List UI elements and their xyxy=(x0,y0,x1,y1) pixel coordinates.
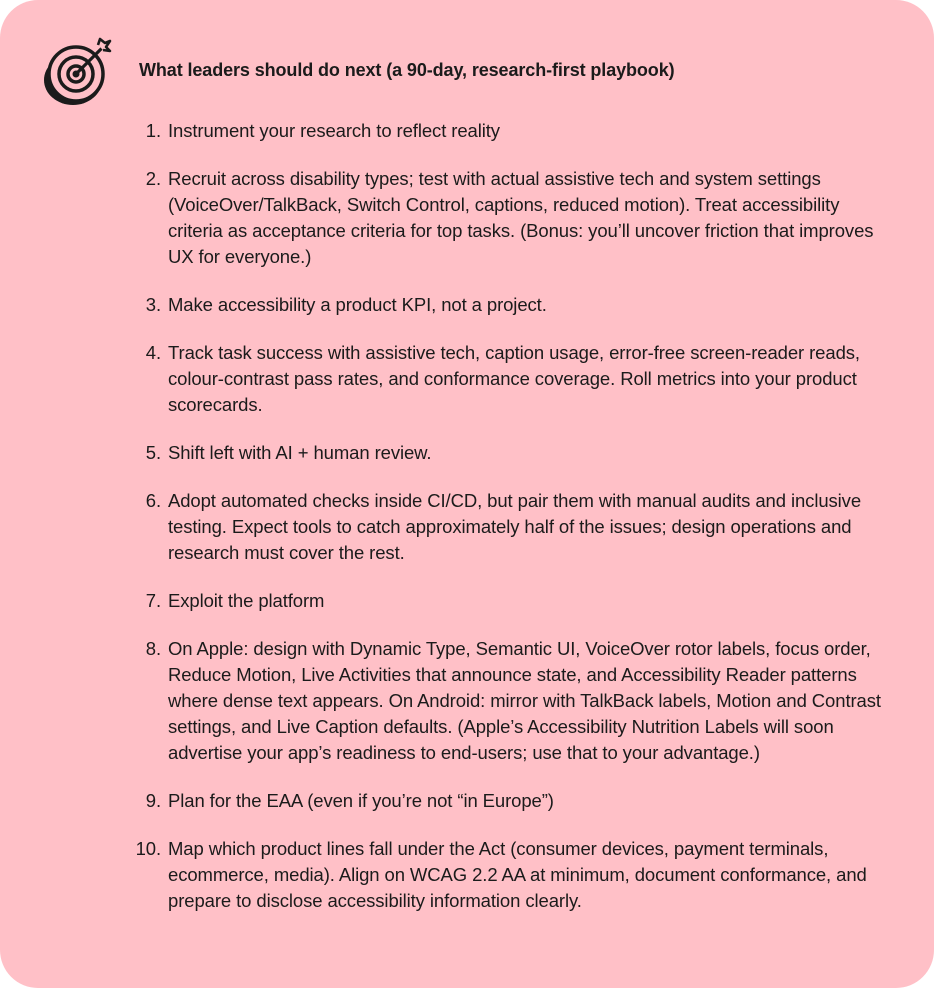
list-item xyxy=(0,440,934,466)
list-item xyxy=(0,340,934,418)
item-number: 7. xyxy=(145,590,161,611)
item-text: Shift left with AI + human review. xyxy=(168,442,432,463)
list-item xyxy=(0,292,934,318)
list-item xyxy=(0,166,934,270)
item-number: 5. xyxy=(145,442,161,463)
item-text: Track task success with assistive tech, caption usage, error-free screen-reader reads, colour-contrast pass rates, and conformance coverage. Roll metrics into your product scorecards. xyxy=(168,342,860,415)
item-text: Instrument your research to reflect reality xyxy=(168,120,500,141)
item-number: 3. xyxy=(145,294,161,315)
item-text: Plan for the EAA (even if you’re not “in Europe”) xyxy=(168,790,554,811)
item-text: Adopt automated checks inside CI/CD, but pair them with manual audits and inclusive testing. Expect tools to catch approximately half of the issues; design operations and research must cover the rest. xyxy=(168,490,862,563)
item-number: 10. xyxy=(135,838,161,859)
item-number: 2. xyxy=(145,168,161,189)
item-text: Exploit the platform xyxy=(168,590,325,611)
list-item xyxy=(0,636,934,766)
list-item xyxy=(0,836,934,914)
list-item xyxy=(0,488,934,566)
item-number: 8. xyxy=(145,638,161,659)
item-text: On Apple: design with Dynamic Type, Semantic UI, VoiceOver rotor labels, focus order, Reduce Motion, Live Activities that announce state, and Accessibility Reader patterns where dense text appears. On Android: mirror with TalkBack labels, Motion and Contrast settings, and Live Caption defaults. (Apple’s Accessibility Nutrition Labels will soon advertise your app’s readiness to end-users; use that to your advantage.) xyxy=(168,638,881,763)
item-number: 4. xyxy=(145,342,161,363)
item-number: 6. xyxy=(145,490,161,511)
target-dart-icon xyxy=(40,35,114,109)
page-title: What leaders should do next (a 90-day, research-first playbook) xyxy=(139,60,675,80)
item-number: 9. xyxy=(145,790,161,811)
list-item xyxy=(0,118,934,144)
item-text: Recruit across disability types; test with actual assistive tech and system settings (VoiceOver/TalkBack, Switch Control, captions, reduced motion). Treat accessibility criteria as acceptance criteria for top tasks. (Bonus: you’ll uncover friction that improves UX for everyone.) xyxy=(168,168,874,267)
card-header xyxy=(40,36,114,108)
list-item xyxy=(0,588,934,614)
item-text: Map which product lines fall under the Act (consumer devices, payment terminals, ecommerce, media). Align on WCAG 2.2 AA at minimum, document conformance, and prepare to disclose accessibility information clearly. xyxy=(168,838,867,911)
list-item xyxy=(0,788,934,814)
item-text: Make accessibility a product KPI, not a project. xyxy=(168,294,547,315)
item-number: 1. xyxy=(145,120,161,141)
playbook-list xyxy=(0,118,934,936)
